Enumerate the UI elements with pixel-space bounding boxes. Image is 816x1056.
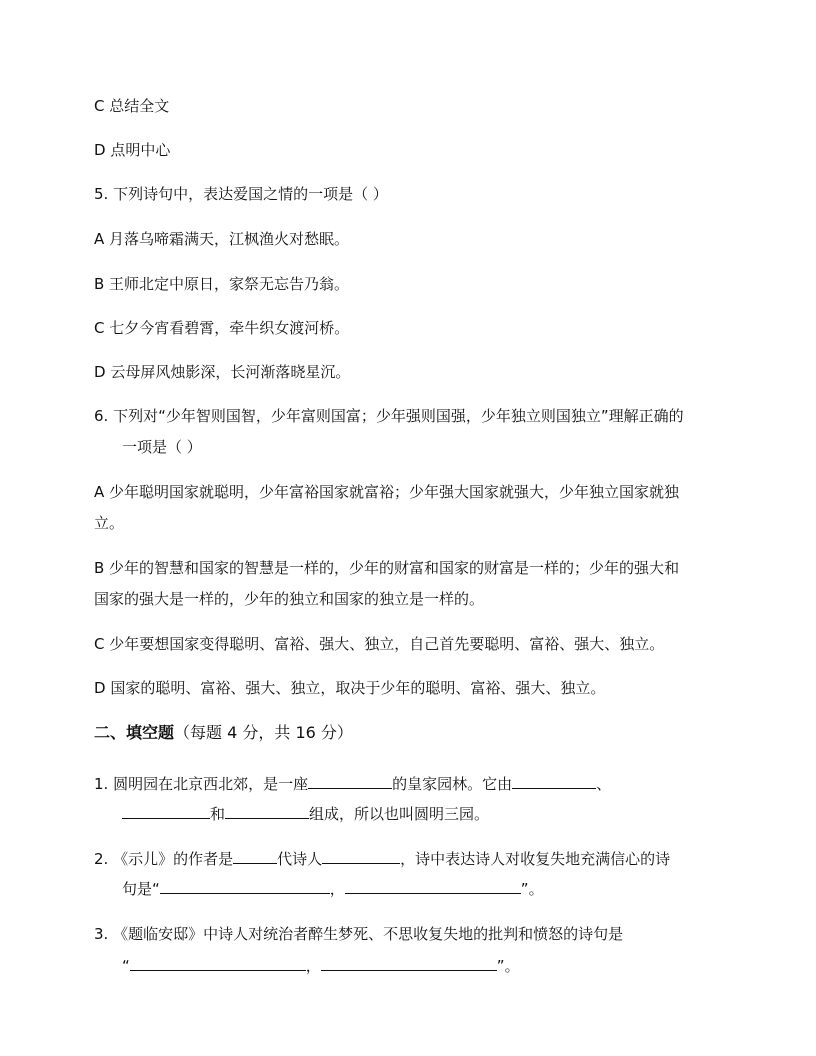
fill-question-3-line1: 3. 《题临安邸》中诗人对统治者醉生梦死、不思收复失地的批判和愤怒的诗句是 <box>94 925 624 943</box>
fill2-text-d: 句是“ <box>122 880 160 898</box>
question-5-stem: 5. 下列诗句中，表达爱国之情的一项是（ ） <box>94 185 388 203</box>
fill1-blank-1[interactable] <box>308 773 392 789</box>
fill3-blank-2[interactable] <box>321 955 497 971</box>
fill1-text-d: 和 <box>210 805 226 823</box>
fill2-blank-4[interactable] <box>345 878 521 894</box>
fill-question-1-line1 <box>94 773 611 794</box>
fill3-text-c: ”。 <box>496 957 520 975</box>
fill2-text-b: 代诗人 <box>277 850 323 868</box>
fill3-blank-1[interactable] <box>130 955 306 971</box>
option-d-prev: D 点明中心 <box>94 141 171 159</box>
fill2-text-a: 2. 《示儿》的作者是 <box>94 850 234 868</box>
question-6-stem-line2: 一项是（ ） <box>122 438 202 456</box>
fill2-text-f: ”。 <box>520 880 544 898</box>
fill2-text-e: ， <box>329 880 345 898</box>
fill2-blank-3[interactable] <box>160 878 330 894</box>
q6-option-d: D 国家的聪明、富裕、强大、独立，取决于少年的聪明、富裕、强大、独立。 <box>94 679 606 697</box>
fill2-blank-1[interactable] <box>233 848 277 864</box>
fill2-blank-2[interactable] <box>322 848 400 864</box>
fill3-text-a: “ <box>122 957 130 975</box>
q6-option-c: C 少年要想国家变得聪明、富裕、强大、独立，自己首先要聪明、富裕、强大、独立。 <box>94 635 665 653</box>
fill1-text-e: 组成，所以也叫圆明三园。 <box>309 805 490 823</box>
question-6-stem-line1: 6. 下列对“少年智则国智，少年富则国富；少年强则国强，少年独立则国独立”理解正确的 <box>94 407 684 425</box>
fill1-text-a: 1. 圆明园在北京西北郊，是一座 <box>94 775 309 793</box>
fill-question-2-line1 <box>94 848 670 869</box>
fill1-text-c: 、 <box>596 775 612 793</box>
fill1-blank-3[interactable] <box>122 803 210 819</box>
q5-option-a: A 月落乌啼霜满天，江枫渔火对愁眠。 <box>94 230 350 248</box>
q6-option-b-line1: B 少年的智慧和国家的智慧是一样的，少年的财富和国家的财富是一样的；少年的强大和 <box>94 559 680 577</box>
fill3-text-b: ， <box>305 957 321 975</box>
fill-question-1-line2 <box>122 803 489 824</box>
fill2-text-c: ，诗中表达诗人对收复失地充满信心的诗 <box>400 850 671 868</box>
fill-question-2-line2 <box>122 878 544 899</box>
fill1-text-b: 的皇家园林。它由 <box>392 775 513 793</box>
section-2-title: 二、填空题 <box>94 723 175 742</box>
q5-option-c: C 七夕今宵看碧霄，牵牛织女渡河桥。 <box>94 319 350 337</box>
fill1-blank-2[interactable] <box>512 773 596 789</box>
q5-option-b: B 王师北定中原日，家祭无忘告乃翁。 <box>94 275 350 293</box>
q6-option-a-line2: 立。 <box>94 514 125 532</box>
q5-option-d: D 云母屏风烛影深，长河渐落晓星沉。 <box>94 363 351 381</box>
option-c-prev: C 总结全文 <box>94 97 170 115</box>
fill-question-3-line2 <box>122 955 520 976</box>
section-2-heading <box>94 722 353 744</box>
q6-option-b-line2: 国家的强大是一样的，少年的独立和国家的独立是一样的。 <box>94 590 485 608</box>
fill1-blank-4[interactable] <box>225 803 309 819</box>
q6-option-a-line1: A 少年聪明国家就聪明，少年富裕国家就富裕；少年强大国家就强大，少年独立国家就独 <box>94 483 680 501</box>
section-2-scoring-note: （每题 4 分，共 16 分） <box>174 723 353 742</box>
